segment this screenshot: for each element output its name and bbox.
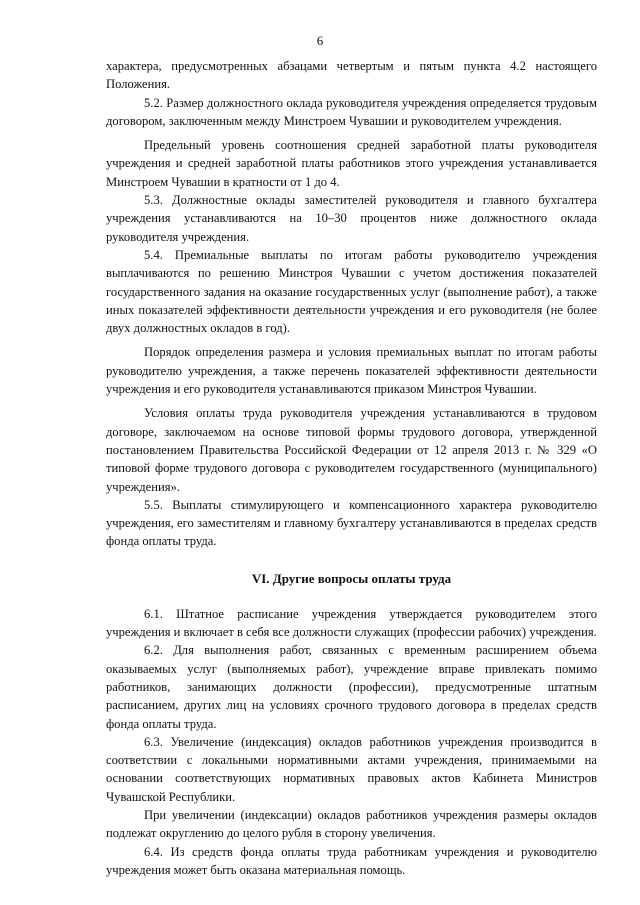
- document-body: [106, 57, 597, 879]
- paragraph: 6.2. Для выполнения работ, связанных с временным расширением объема оказываемых услуг (выполняемых работ), учреждение вправе привлекать помимо работников, занимающих должности (профессии), предусмотренные штатным расписанием, других лиц на условиях срочного трудового договора в пределах средств фонда оплаты труда.: [106, 643, 597, 731]
- paragraph: 6.3. Увеличение (индексация) окладов работников учреждения производится в соответствии с локальными нормативными актами учреждения, принимаемыми на основании соответствующих нормативных правовых актов Кабинета Министров Чувашской Республики.: [106, 734, 597, 804]
- section-heading: VI. Другие вопросы оплаты труда: [251, 570, 452, 586]
- paragraph: При увеличении (индексации) окладов работников учреждения размеры окладов подлежат округлению до целого рубля в сторону увеличения.: [106, 807, 597, 841]
- paragraph: 5.2. Размер должностного оклада руководителя учреждения определяется трудовым договором, заключенным между Минстроем Чувашии и руководителем учреждения.: [106, 95, 597, 128]
- page-number: 6: [316, 33, 324, 48]
- paragraph: Условия оплаты труда руководителя учреждения устанавливаются в трудовом договоре, заключаемом на основе типовой формы трудового договора, утвержденной постановлением Правительства Российской Федерации от 12 апреля 2013 г. № 329 «О типовой форме трудового договора с руководителем государственного (муниципального) учреждения».: [106, 406, 597, 494]
- paragraph: Порядок определения размера и условия премиальных выплат по итогам работы руководителю учреждения, а также перечень показателей эффективности деятельности учреждения и его руководителя устанавливаются приказом Минстроя Чувашии.: [106, 345, 597, 397]
- paragraph: 5.3. Должностные оклады заместителей руководителя и главного бухгалтера учреждения устанавливаются на 10–30 процентов ниже должностного оклада руководителя учреждения.: [106, 193, 597, 244]
- paragraph: 5.4. Премиальные выплаты по итогам работы руководителю учреждения выплачиваются по решению Минстроя Чувашии с учетом достижения показателей государственного задания на оказание государственных услуг (выполнение работ), а также иных показателей эффективности деятельности учреждения и его руководителя (не более двух должностных окладов в год).: [106, 247, 597, 336]
- paragraph: Предельный уровень соотношения средней заработной платы руководителя учреждения и средней заработной платы работников этого учреждения устанавливается Минстроем Чувашии в кратности от 1 до 4.: [106, 138, 597, 189]
- paragraph: характера, предусмотренных абзацами четвертым и пятым пункта 4.2 настоящего Положения.: [106, 59, 597, 92]
- paragraph: 5.5. Выплаты стимулирующего и компенсационного характера руководителю учреждения, его заместителям и главному бухгалтеру устанавливаются в пределах средств фонда оплаты труда.: [106, 497, 597, 549]
- paragraph: 6.1. Штатное расписание учреждения утверждается руководителем этого учреждения и включает в себя все должности служащих (профессии рабочих) учреждения.: [106, 606, 597, 640]
- paragraph: 6.4. Из средств фонда оплаты труда работникам учреждения и руководителю учреждения может быть оказана материальная помощь.: [106, 844, 597, 877]
